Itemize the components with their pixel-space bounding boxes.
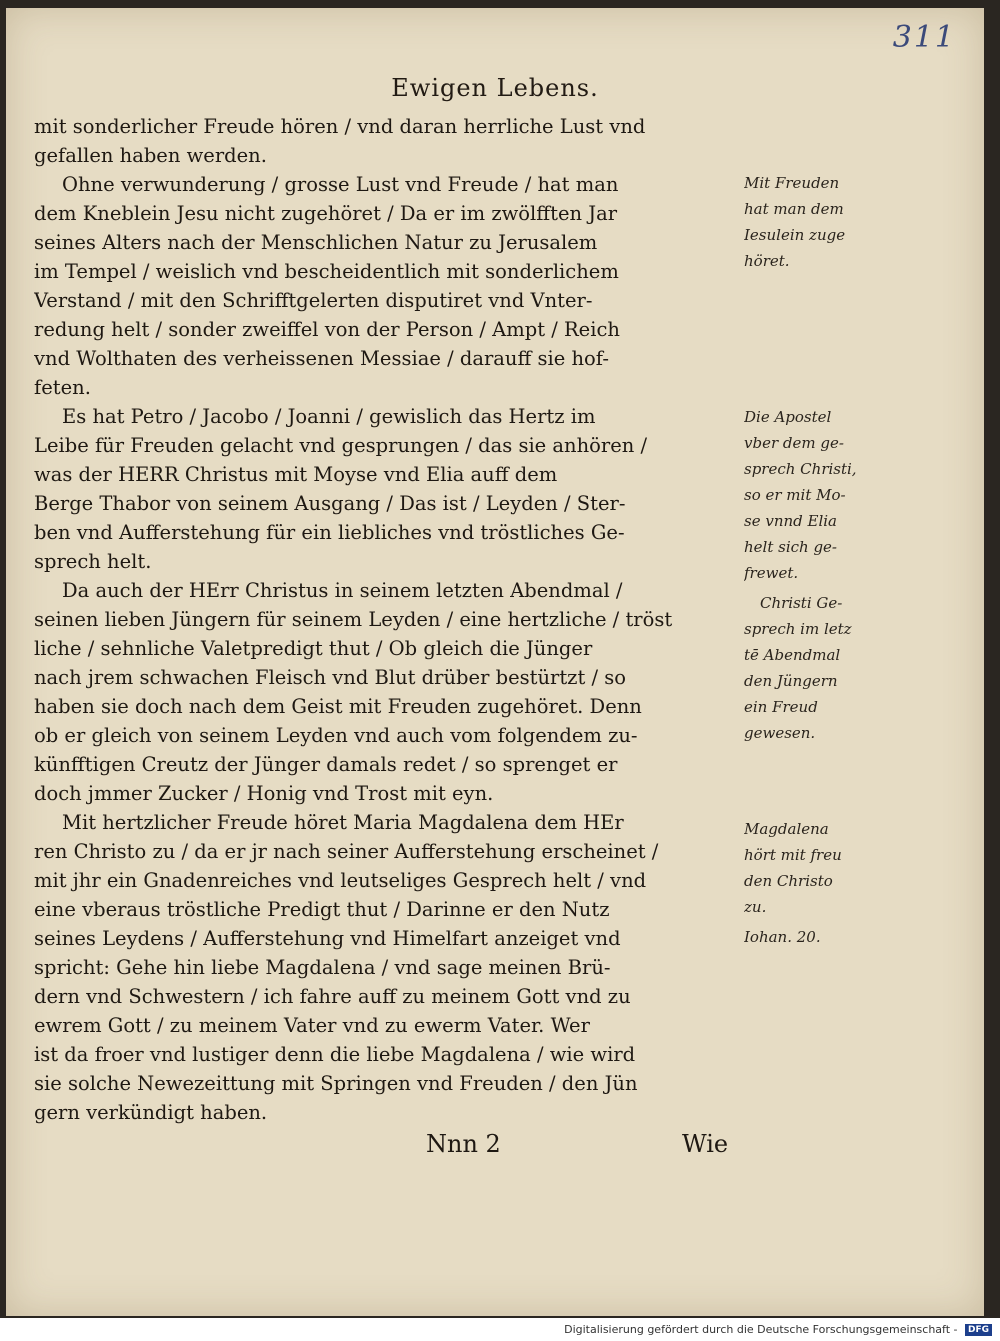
text-line: Da auch der HErr Christus in seinem letzten Abendmal / [62,579,623,602]
text-line: dern vnd Schwestern / ich fahre auff zu meinem Gott vnd zu [34,985,631,1008]
dfg-logo: DFG [965,1324,992,1336]
text-line: haben sie doch nach dem Geist mit Freuden zugehöret. Denn [34,695,642,718]
marginal-note: Mit Freuden [744,174,840,192]
text-line: feten. [34,376,91,399]
text-line: Verstand / mit den Schrifftgelerten disputiret vnd Vnter- [34,289,593,312]
text-line: Ohne verwunderung / grosse Lust vnd Freude / hat man [62,173,619,196]
marginal-note: hat man dem [744,200,844,218]
text-line: was der HERR Christus mit Moyse vnd Elia auff dem [34,463,558,486]
text-line: künfftigen Creutz der Jünger damals redet / so sprenget er [34,753,618,776]
text-line: Es hat Petro / Jacobo / Joanni / gewislich das Hertz im [62,405,596,428]
book-page [6,8,984,1316]
marginal-note: vber dem ge- [744,434,844,452]
marginal-note: Christi Ge- [760,594,843,612]
running-head: Ewigen Lebens. [391,74,599,102]
text-line: sie solche Newezeittung mit Springen vnd Freuden / den Jün [34,1072,638,1095]
marginal-note: Iesulein zuge [744,226,846,244]
text-line: im Tempel / weislich vnd bescheidentlich mit sonderlichem [34,260,619,283]
marginal-note: frewet. [744,564,799,582]
text-line: ist da froer vnd lustiger denn die liebe Magdalena / wie wird [34,1043,636,1066]
text-line: ob er gleich von seinem Leyden vnd auch vom folgendem zu- [34,724,638,747]
marginal-note: se vnnd Elia [744,512,837,530]
footer [0,1323,1000,1341]
text-line: Mit hertzlicher Freude höret Maria Magdalena dem HEr [62,811,624,834]
text-line: mit sonderlicher Freude hören / vnd daran herrliche Lust vnd [34,115,646,138]
marginal-note: so er mit Mo- [744,486,846,504]
text-line: dem Kneblein Jesu nicht zugehöret / Da er im zwölfften Jar [34,202,618,225]
text-line: spricht: Gehe hin liebe Magdalena / vnd sage meinen Brü- [34,956,611,979]
marginal-note: sprech Christi, [744,460,857,478]
marginal-note: Die Apostel [744,408,832,426]
text-line: Leibe für Freuden gelacht vnd gesprungen / das sie anhören / [34,434,648,457]
text-line: vnd Wolthaten des verheissenen Messiae / darauff sie hof- [34,347,609,370]
catchword: Wie [682,1130,729,1158]
marginal-note: tē Abendmal [744,646,841,664]
text-line: nach jrem schwachen Fleisch vnd Blut drüber bestürtzt / so [34,666,626,689]
text-line: Berge Thabor von seinem Ausgang / Das ist / Leyden / Ster- [34,492,626,515]
marginal-note: sprech im letz [744,620,852,638]
marginal-note: Iohan. 20. [744,928,821,946]
marginal-note: ein Freud [744,698,818,716]
marginal-note: hört mit freu [744,846,842,864]
marginal-note: zu. [744,898,767,916]
text-line: gefallen haben werden. [34,144,267,167]
text-line: redung helt / sonder zweiffel von der Person / Ampt / Reich [34,318,620,341]
text-line: sprech helt. [34,550,152,573]
text-line: gern verkündigt haben. [34,1101,268,1124]
text-line: ren Christo zu / da er jr nach seiner Aufferstehung erscheinet / [34,840,659,863]
marginal-note: Magdalena [744,820,829,838]
marginal-note: den Jüngern [744,672,838,690]
text-line: mit jhr ein Gnadenreiches vnd leutseliges Gesprech helt / vnd [34,869,647,892]
marginal-note: höret. [744,252,790,270]
folio-number: 311 [892,20,956,55]
footer-text: Digitalisierung gefördert durch die Deutsche Forschungsgemeinschaft - [564,1323,958,1336]
text-line: liche / sehnliche Valetpredigt thut / Ob gleich die Jünger [34,637,593,660]
marginal-note: den Christo [744,872,833,890]
text-line: doch jmmer Zucker / Honig vnd Trost mit eyn. [34,782,494,805]
text-line: seinen lieben Jüngern für seinem Leyden / eine hertzliche / tröst [34,608,673,631]
text-line: ben vnd Aufferstehung für ein liebliches vnd tröstliches Ge- [34,521,625,544]
text-line: eine vberaus tröstliche Predigt thut / Darinne er den Nutz [34,898,610,921]
text-line: seines Alters nach der Menschlichen Natur zu Jerusalem [34,231,598,254]
marginal-note: helt sich ge- [744,538,838,556]
marginal-note: gewesen. [744,724,816,742]
text-line: seines Leydens / Aufferstehung vnd Himelfart anzeiget vnd [34,927,621,950]
text-line: ewrem Gott / zu meinem Vater vnd zu ewerm Vater. Wer [34,1014,590,1037]
signature-mark: Nnn 2 [426,1130,501,1158]
